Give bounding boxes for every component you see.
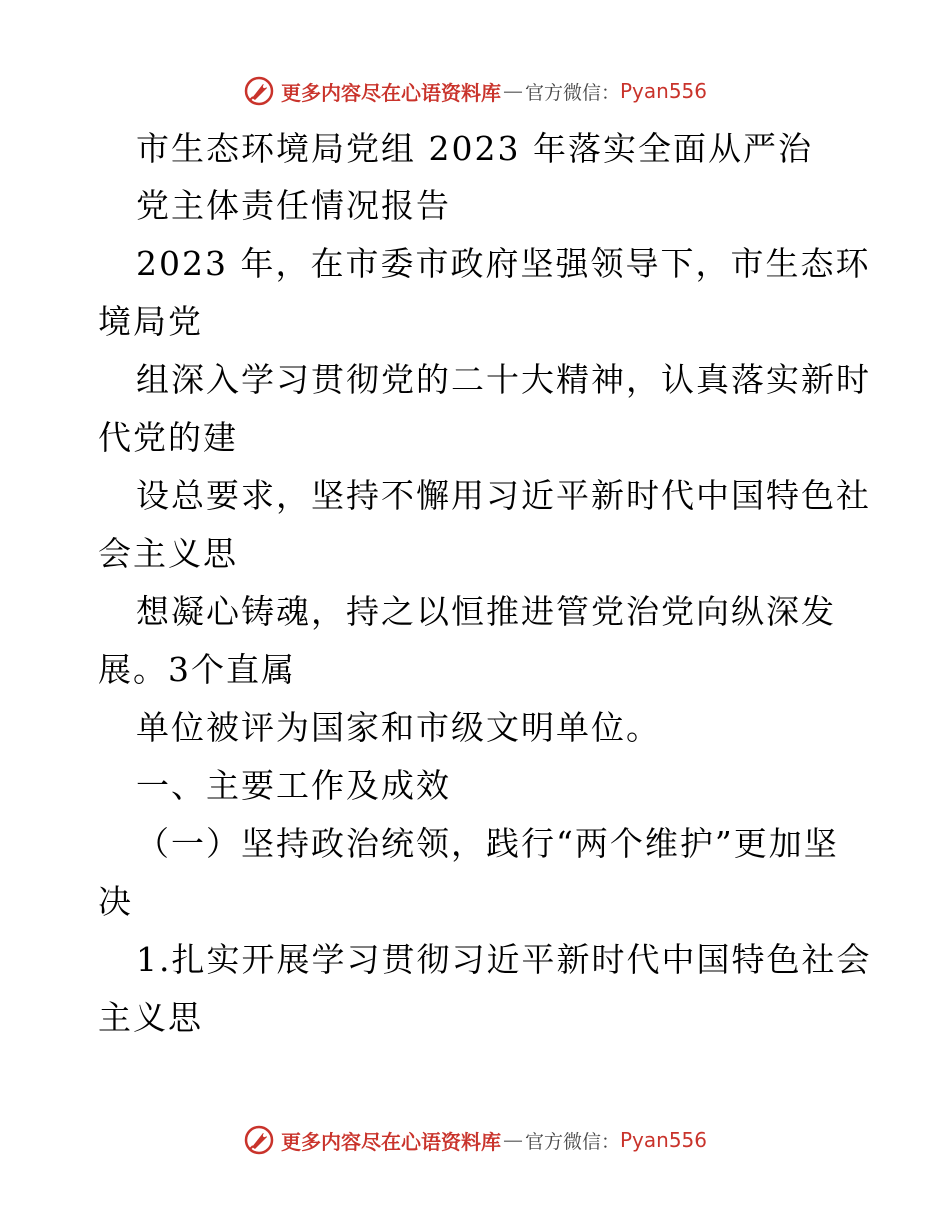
brand-text: 更多内容尽在心语资料库	[280, 1129, 501, 1154]
subsection-heading-continued: 决	[98, 882, 133, 921]
contact-label: 官方微信：	[524, 81, 620, 104]
paragraph-line: 设总要求，坚持不懈用习近平新时代中国特色社	[136, 476, 871, 515]
item-heading-continued: 主义思	[98, 998, 203, 1037]
brand-text: 更多内容尽在心语资料库	[280, 80, 501, 105]
header-banner	[0, 71, 950, 111]
paragraph-line: 境局党	[98, 302, 203, 341]
item-heading: 1.扎实开展学习贯彻习近平新时代中国特色社会	[136, 940, 872, 979]
paragraph-line: 会主义思	[98, 534, 238, 573]
paragraph-line: 组深入学习贯彻党的二十大精神，认真落实新时	[136, 360, 871, 399]
paragraph-line: 展。3个直属	[98, 650, 296, 689]
banner-dash: —	[502, 1128, 523, 1152]
doc-title-line-1: 市生态环境局党组 2023 年落实全面从严治	[136, 129, 813, 168]
pen-nib-logo-icon	[243, 75, 275, 107]
banner-dash: —	[502, 79, 523, 103]
paragraph-line: 2023 年，在市委市政府坚强领导下，市生态环	[136, 244, 871, 283]
paragraph-line: 想凝心铸魂，持之以恒推进管党治党向纵深发	[136, 592, 836, 631]
section-heading: 一、主要工作及成效	[136, 766, 451, 805]
paragraph-line: 单位被评为国家和市级文明单位。	[136, 708, 661, 747]
subsection-heading: （一）坚持政治统领，践行“两个维护”更加坚	[136, 824, 839, 863]
wechat-id: Pyan556	[620, 79, 708, 103]
wechat-id: Pyan556	[620, 1128, 708, 1152]
pen-nib-logo-icon	[243, 1124, 275, 1156]
footer-banner	[0, 1120, 950, 1160]
paragraph-line: 代党的建	[98, 418, 238, 457]
contact-label: 官方微信：	[524, 1130, 620, 1153]
doc-title-line-2: 党主体责任情况报告	[136, 186, 451, 225]
